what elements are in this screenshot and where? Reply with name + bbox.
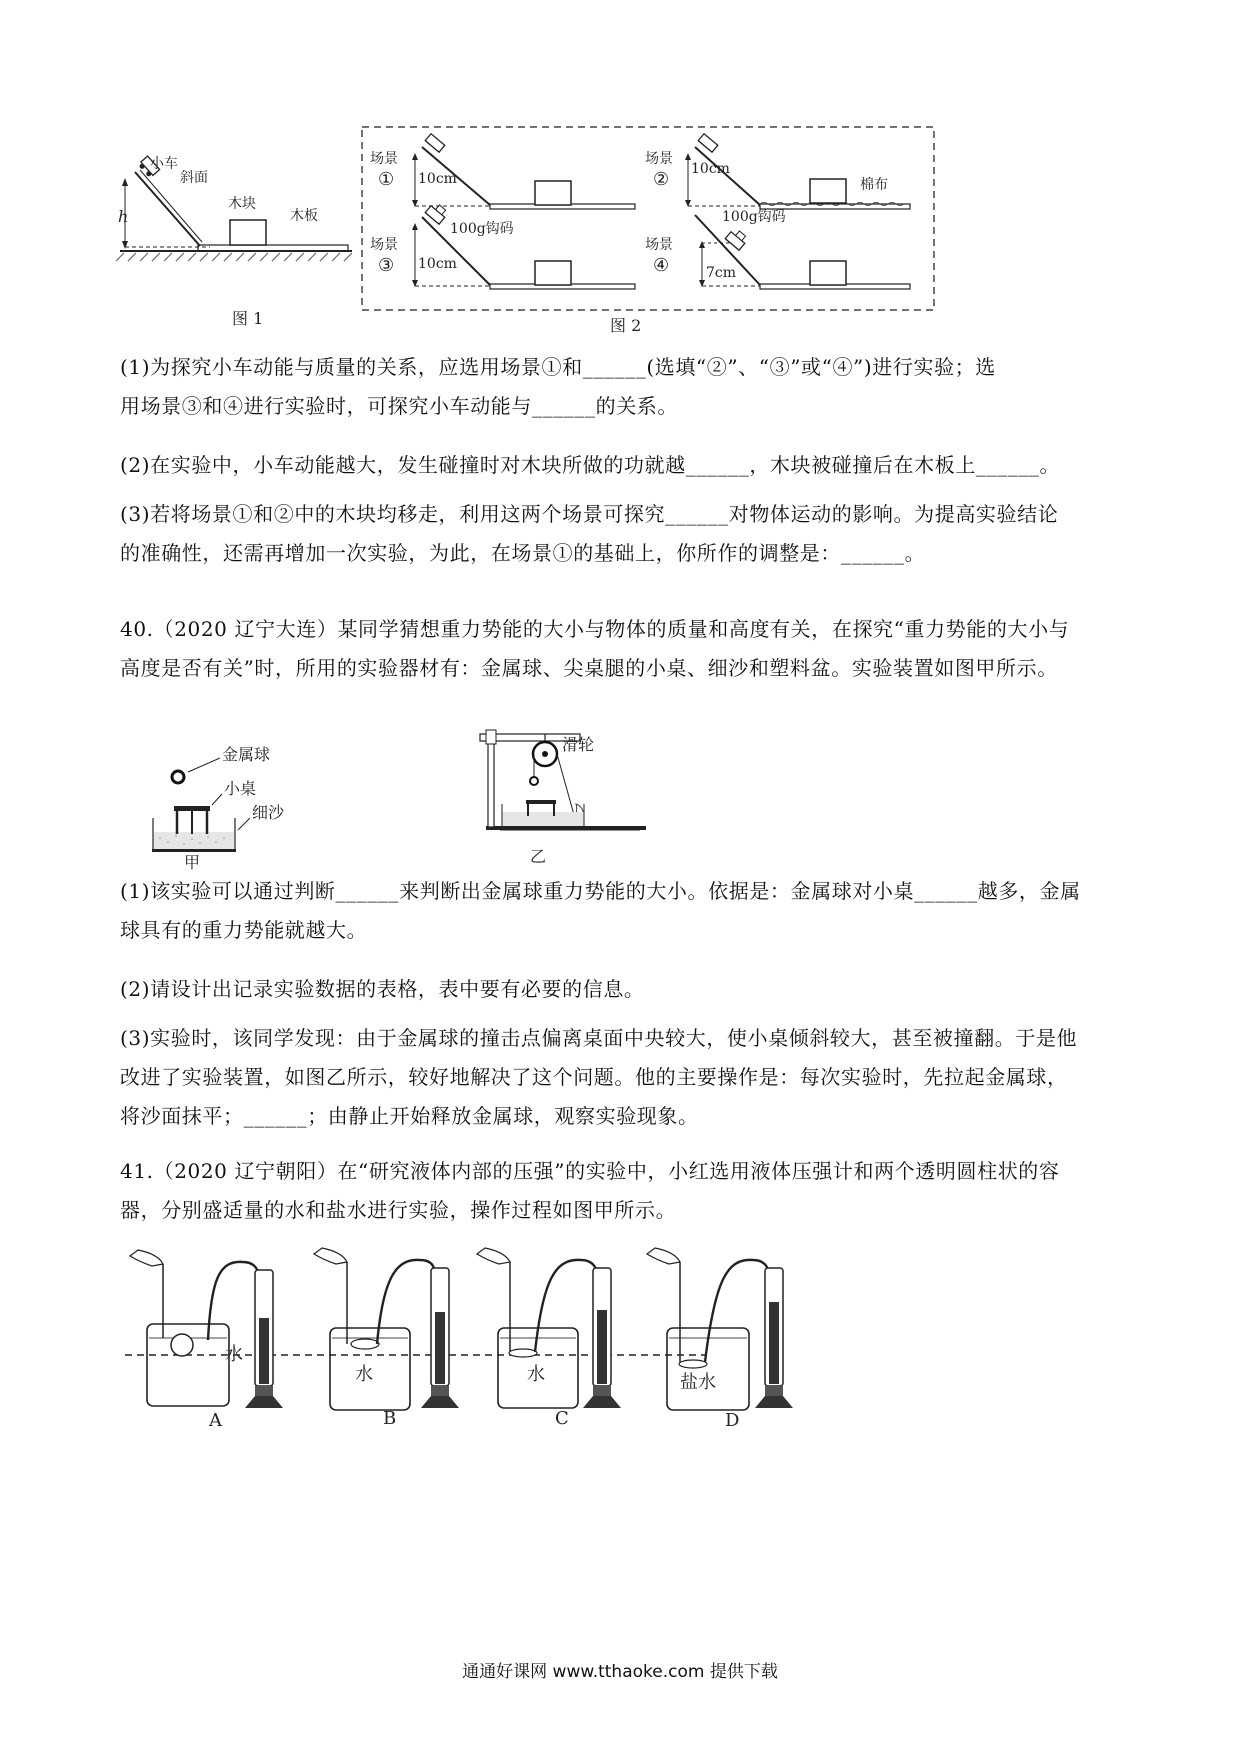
- scene-2-height: 10cm: [691, 161, 730, 177]
- scene-2: [645, 134, 910, 209]
- scene-1-word: 场景: [370, 151, 398, 167]
- q39-part3-line1: (3)若将场景①和②中的木块均移走，利用这两个场景可探究______对物体运动的影响。为提高实验结论: [120, 502, 1059, 526]
- jia-ball-label: 金属球: [222, 745, 271, 764]
- panel-c-letter: C: [555, 1408, 569, 1429]
- figure-q41-panels: [115, 1240, 835, 1430]
- q39-part3: [120, 495, 1120, 573]
- q40-intro-line2: 高度是否有关”时，所用的实验器材有：金属球、尖桌腿的小桌、细沙和塑料盆。实验装置如图甲所示。: [120, 656, 1058, 680]
- scene-4-num: ④: [653, 255, 670, 276]
- scene-4-height: 7cm: [706, 265, 737, 281]
- jia-table-label: 小桌: [224, 779, 257, 798]
- scene-4: [645, 209, 910, 289]
- panel-d: [647, 1248, 793, 1431]
- q40-part1-line1: (1)该实验可以通过判断______来判断出金属球重力势能的大小。依据是：金属球对小桌______越多，金属: [120, 879, 1081, 903]
- q40-part1-line2: 球具有的重力势能就越大。: [120, 918, 368, 942]
- q39-part1: [120, 348, 1120, 426]
- fig2-caption: 图 2: [610, 316, 642, 335]
- scene-2-num: ②: [653, 169, 670, 190]
- q40-part3-line3: 将沙面抹平；______；由静止开始释放金属球，观察实验现象。: [120, 1104, 699, 1128]
- fig1-caption: 图 1: [232, 309, 264, 328]
- scene-4-word: 场景: [645, 237, 673, 253]
- scene-4-extra: 100g钩码: [722, 209, 786, 225]
- figure-jia: [140, 745, 370, 872]
- jia-caption: 甲: [184, 853, 201, 872]
- q40-intro: [120, 610, 1120, 688]
- scene-1: [370, 134, 635, 209]
- q40-part1: [120, 872, 1120, 950]
- scene-1-num: ①: [378, 169, 395, 190]
- figure-1: [120, 150, 360, 335]
- figure-2: [360, 125, 940, 340]
- panel-a-letter: A: [209, 1410, 222, 1431]
- q39-part2: (2)在实验中，小车动能越大，发生碰撞时对木块所做的功就越______，木块被碰撞后在木板上______。: [120, 453, 1061, 477]
- scene-3-num: ③: [378, 255, 395, 276]
- panel-a-liquid: 水: [225, 1344, 243, 1365]
- panel-b-letter: B: [383, 1408, 397, 1429]
- fig1-car-label: 小车: [150, 156, 178, 172]
- q39-part1-line2: 用场景③和④进行实验时，可探究小车动能与______的关系。: [120, 394, 678, 418]
- metal-ball: [172, 771, 184, 783]
- yi-caption: 乙: [530, 847, 547, 866]
- q41-intro-line2: 器，分别盛适量的水和盐水进行实验，操作过程如图甲所示。: [120, 1198, 677, 1222]
- q39-part1-line1: (1)为探究小车动能与质量的关系，应选用场景①和______(选填“②”、“③”或“④”)进行实验；选: [120, 355, 996, 379]
- fig1-board-label: 木板: [290, 208, 318, 224]
- panel-d-letter: D: [725, 1410, 740, 1431]
- figure-yi: [490, 722, 690, 882]
- q41-intro: [120, 1152, 1120, 1230]
- q40-part2: (2)请设计出记录实验数据的表格，表中要有必要的信息。: [120, 977, 645, 1001]
- panel-b: [314, 1248, 459, 1429]
- q39-part3-line2: 的准确性，还需再增加一次实验，为此，在场景①的基础上，你所作的调整是：______。: [120, 541, 926, 565]
- panel-a: [130, 1250, 283, 1431]
- q40-part3-line1: (3)实验时，该同学发现：由于金属球的撞击点偏离桌面中央较大，使小桌倾斜较大，甚至被撞翻。于是他: [120, 1026, 1078, 1050]
- panel-b-liquid: 水: [355, 1364, 373, 1385]
- fig1-slope-label: 斜面: [180, 170, 208, 186]
- scene-3: [370, 201, 635, 289]
- jia-sand-label: 细沙: [252, 803, 285, 822]
- q40-part3: [120, 1019, 1120, 1136]
- q41-intro-line1: 41.（2020 辽宁朝阳）在“研究液体内部的压强”的实验中，小红选用液体压强计和两个透明圆柱状的容: [120, 1159, 1060, 1183]
- scene-2-word: 场景: [645, 151, 673, 167]
- scene-2-extra: 棉布: [860, 177, 888, 193]
- yi-pulley-label: 滑轮: [562, 735, 595, 754]
- q40-intro-line1: 40.（2020 辽宁大连）某同学猜想重力势能的大小与物体的质量和高度有关，在探究“重力势能的大小与: [120, 617, 1070, 641]
- scene-3-word: 场景: [370, 237, 398, 253]
- q40-part3-line2: 改进了实验装置，如图乙所示，较好地解决了这个问题。他的主要操作是：每次实验时，先拉起金属球，: [120, 1065, 1068, 1089]
- panel-c: [477, 1248, 621, 1429]
- fig1-h-label: h: [118, 207, 129, 226]
- scene-1-height: 10cm: [418, 171, 457, 187]
- panel-c-liquid: 水: [527, 1364, 545, 1385]
- page-footer: 通通好课网 www.tthaoke.com 提供下载: [462, 1662, 778, 1682]
- scene-3-extra: 100g钩码: [450, 221, 514, 237]
- fig1-block-label: 木块: [228, 196, 256, 212]
- scene-3-height: 10cm: [418, 256, 457, 272]
- panel-d-liquid: 盐水: [680, 1372, 716, 1393]
